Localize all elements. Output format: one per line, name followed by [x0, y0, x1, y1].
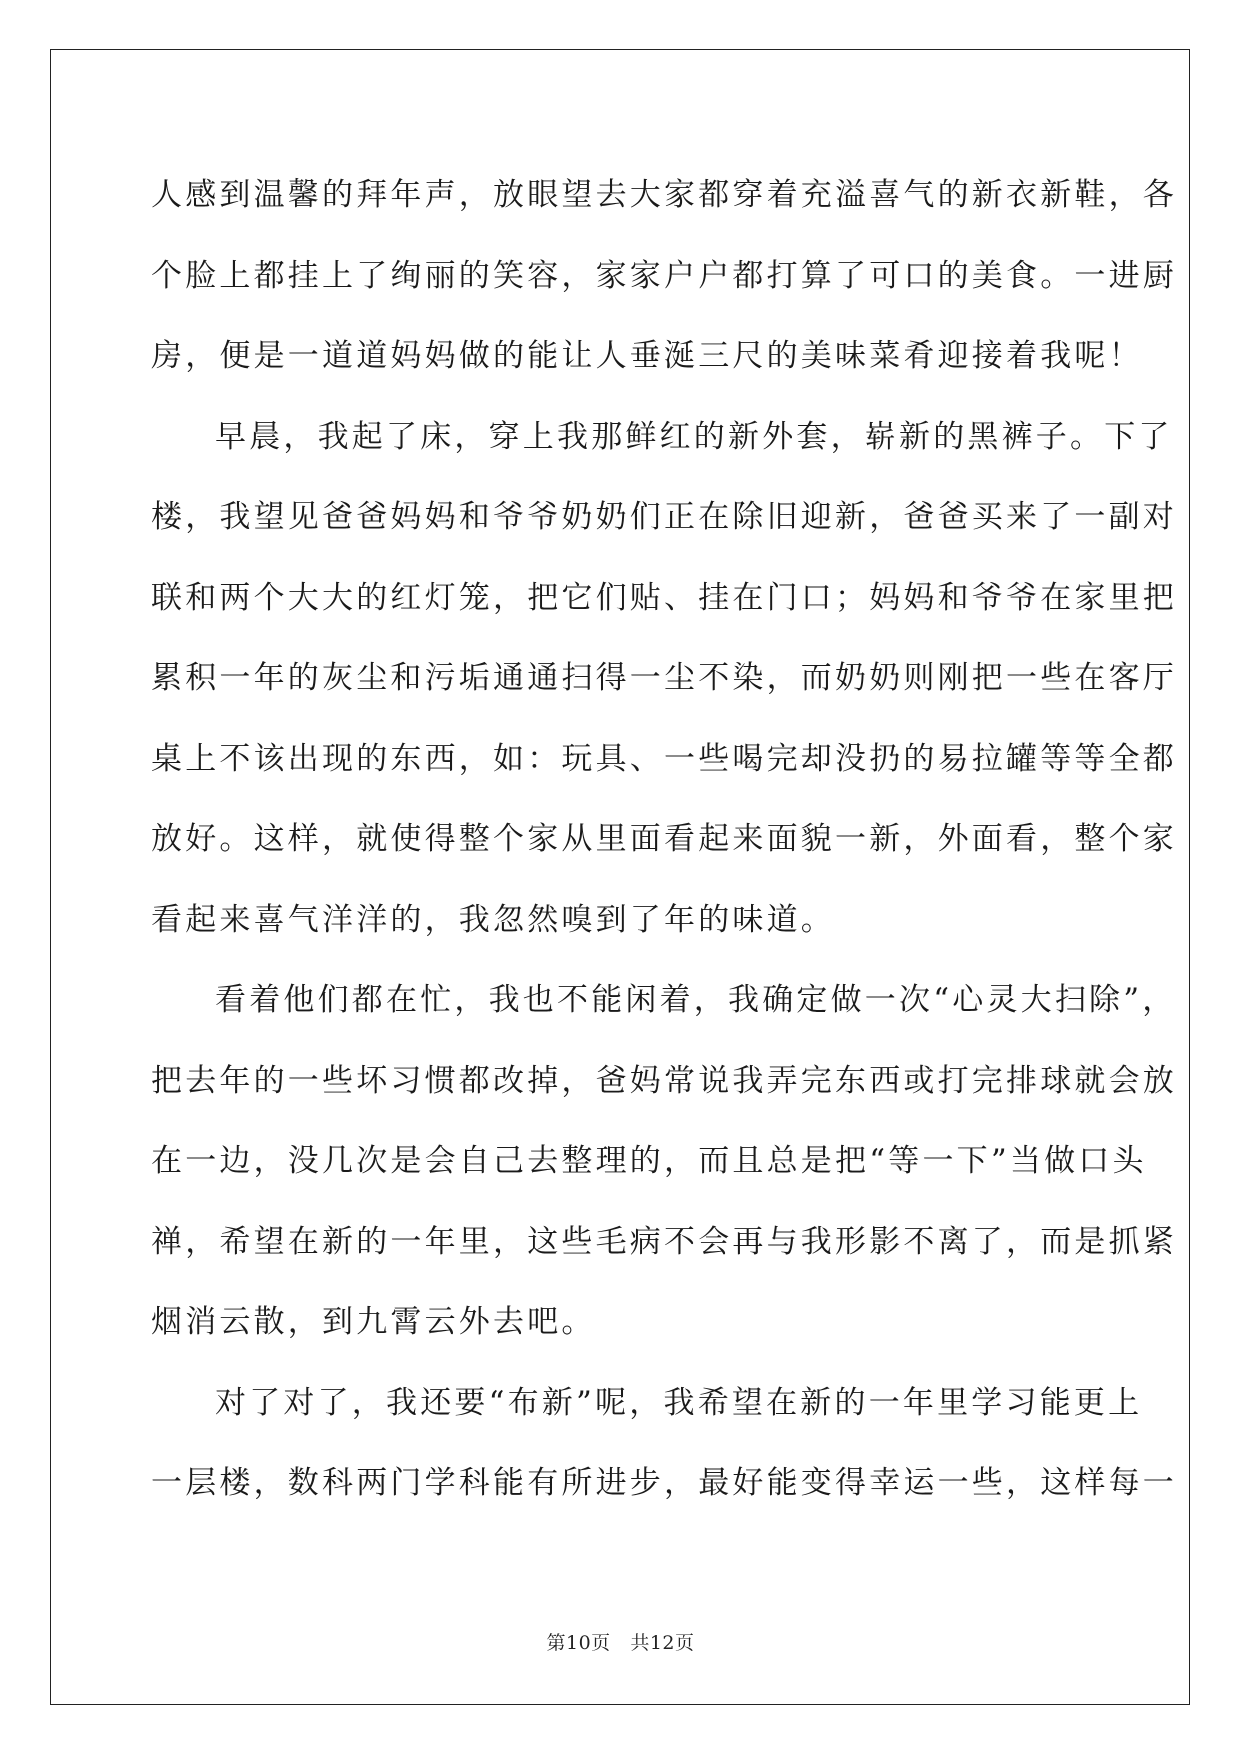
page-footer: [0, 1628, 1241, 1655]
text-line: 人感到温馨的拜年声，放眼望去大家都穿着充溢喜气的新衣新鞋，各: [151, 177, 1177, 213]
text-line: 烟消云散，到九霄云外去吧。: [151, 1304, 596, 1340]
text-line: 个脸上都挂上了绚丽的笑容，家家户户都打算了可口的美食。一进厨: [151, 257, 1177, 294]
text-line: 累积一年的灰尘和污垢通通扫得一尘不染，而奶奶则刚把一些在客厅: [151, 660, 1177, 696]
text-line: 放好。这样，就使得整个家从里面看起来面貌一新，外面看，整个家: [151, 821, 1177, 857]
paragraph-start-line: 对了对了，我还要“布新”呢，我希望在新的一年里学习能更上: [215, 1384, 1143, 1421]
paragraph-start-line: 看着他们都在忙，我也不能闲着，我确定做一次“心灵大扫除”，: [215, 982, 1177, 1018]
text-line: 把去年的一些坏习惯都改掉，爸妈常说我弄完东西或打完排球就会放: [151, 1062, 1177, 1099]
text-line: 楼，我望见爸爸妈妈和爷爷奶奶们正在除旧迎新，爸爸买来了一副对: [151, 499, 1177, 535]
text-line: 房，便是一道道妈妈做的能让人垂涎三尺的美味菜肴迎接着我呢！: [151, 338, 1143, 374]
text-line: 联和两个大大的红灯笼，把它们贴、挂在门口；妈妈和爷爷在家里把: [151, 579, 1177, 616]
text-line: 在一边，没几次是会自己去整理的，而且总是把“等一下”当做口头: [151, 1143, 1147, 1179]
paragraph-start-line: 早晨，我起了床，穿上我那鲜红的新外套，崭新的黑裤子。下了: [215, 418, 1173, 455]
text-line: 桌上不该出现的东西，如：玩具、一些喝完却没扔的易拉罐等等全都: [151, 740, 1177, 777]
text-line: 一层楼，数科两门学科能有所进步，最好能变得幸运一些，这样每一: [151, 1465, 1177, 1501]
text-line: 禅，希望在新的一年里，这些毛病不会再与我形影不离了，而是抓紧: [151, 1223, 1177, 1260]
page-number: 第10页: [546, 1632, 611, 1654]
document-body: [151, 155, 1177, 1524]
footer-separator: [611, 1632, 631, 1654]
total-pages: 共12页: [630, 1632, 695, 1654]
text-line: 看起来喜气洋洋的，我忽然嗅到了年的味道。: [151, 901, 835, 938]
